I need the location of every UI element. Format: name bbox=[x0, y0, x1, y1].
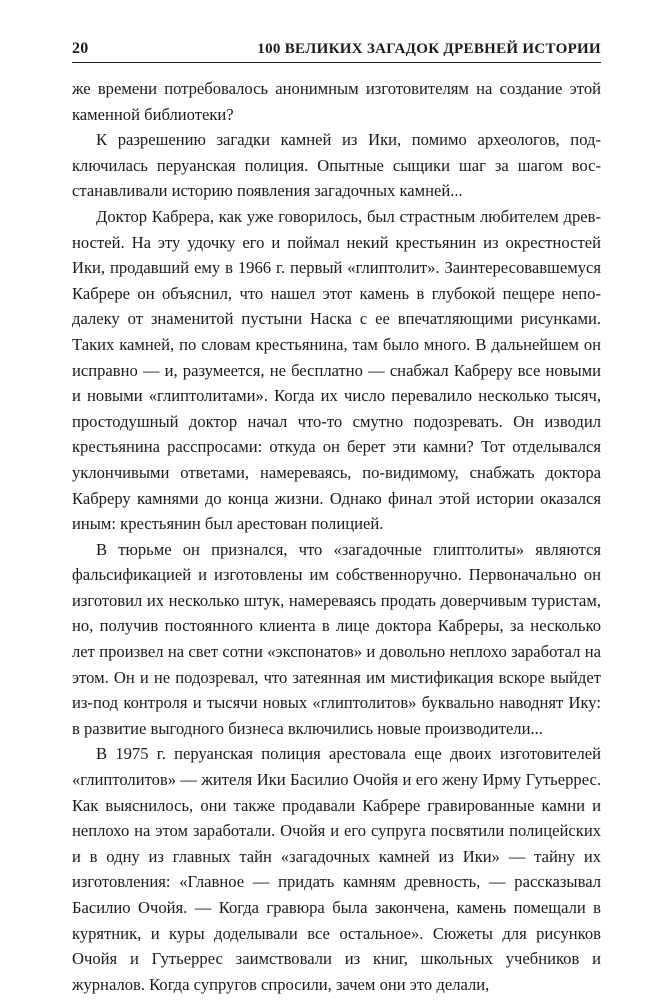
running-title: 100 ВЕЛИКИХ ЗАГАДОК ДРЕВНЕЙ ИСТОРИИ bbox=[257, 41, 601, 57]
paragraph: В 1975 г. перуанская полиция арестовала еще двоих изготовителей «глиптолитов» — жителя Ики Басилио Очойя и его жену Ирму Гутьеррес. Как выяснилось, они также продавали Кабрере гравированные камни и неплохо на этом заработали. Очойя и его супруга посвятили полицейских и в одну из главных тайн «загадочных камней из Ики» — тайну их изготовления: «Главное — придать камням древность, — рассказывал Басилио Очойя. — Когда гравюра была закончена, камень помещали в курятник, и куры доделывали все остальное». Сюжеты для рисунков Очойя и Гутьеррес заимствовали из книг, школьных учебников и журналов. Когда супругов спросили, зачем они это делали, bbox=[72, 744, 601, 994]
paragraph: же времени потребовалось анонимным изготовителям на создание этой каменной библиотеки? bbox=[72, 79, 601, 124]
paragraph: Доктор Кабрера, как уже говорилось, был страстным любителем древностей. На эту удочку его и поймал некий крестьянин из окрестностей Ики, продавший ему в 1966 г. первый «глиптолит». Заинтересовавшемуся Кабрере он объяснил, что нашел этот камень в глубокой пещере неподалеку от знаменитой пустыни Наска с ее впечатляющими рисунками. Таких камней, по словам крестьянина, там было много. В дальнейшем он исправно — и, разумеется, не бесплатно — снабжал Кабреру все новыми и новыми «глиптолитами». Когда их число перевалило несколько тысяч, простодушный доктор начал что-то смутно подозревать. Он изводил крестьянина расспросами: откуда он берет эти камни? Тот отделывался уклончивыми ответами, намереваясь, по-видимому, снабжать доктора Кабреру камнями до конца жизни. Однако финал этой истории оказался иным: крестьянин был арестован полицией. bbox=[72, 206, 601, 534]
page-header bbox=[72, 40, 601, 63]
paragraph: В тюрьме он признался, что «загадочные глиптолиты» являются фальсификацией и изготовлены им собственноручно. Первоначально он изготовил их несколько штук, намереваясь продать доверчивым туристам, но, получив постоянного клиента в лице доктора Кабреры, за несколько лет произвел на свет сотни «экспонатов» и довольно неплохо заработал на этом. Он и не подозревал, что затеянная им мистификация вскоре выйдет из-под контроля и тысячи новых «глиптолитов» буквально наводнят Ику: в развитие выгодного бизнеса включились новые производители... bbox=[72, 539, 601, 738]
paragraph: К разрешению загадки камней из Ики, помимо археологов, подключилась перуанская полиция. Опытные сыщики шаг за шагом восстанавливали историю появления загадочных камней... bbox=[72, 130, 601, 201]
page-body bbox=[72, 76, 601, 997]
page-number: 20 bbox=[72, 40, 89, 57]
